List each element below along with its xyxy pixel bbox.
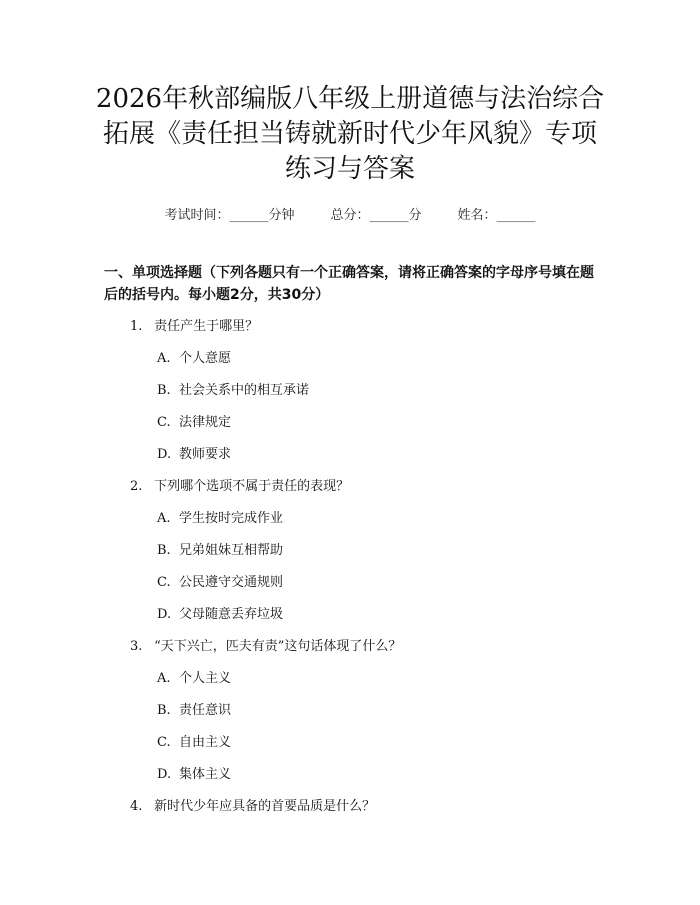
option-letter: D. <box>157 607 172 622</box>
option-text: 法律规定 <box>179 415 232 430</box>
option <box>157 702 231 720</box>
question-3 <box>130 638 401 656</box>
exam-score: 总分：______分 <box>330 208 422 223</box>
option-text: 教师要求 <box>179 447 232 462</box>
option-letter: D. <box>157 447 172 462</box>
option-text: 父母随意丢弃垃圾 <box>179 607 284 622</box>
option <box>157 766 231 784</box>
option-letter: C. <box>157 735 171 750</box>
option-letter: B. <box>157 543 171 558</box>
title-line-3: 练习与答案 <box>284 154 415 184</box>
question-number: 2. <box>130 479 143 494</box>
question-number: 4. <box>130 799 143 814</box>
option <box>157 670 231 688</box>
question-2 <box>130 478 349 496</box>
option-letter: D. <box>157 767 172 782</box>
option-letter: A. <box>157 671 171 686</box>
question-text: 新时代少年应具备的首要品质是什么？ <box>154 799 376 814</box>
option <box>157 510 283 528</box>
option-text: 公民遵守交通规则 <box>179 575 284 590</box>
option-text: 兄弟姐妹互相帮助 <box>179 543 284 558</box>
option <box>157 734 231 752</box>
question-number: 1. <box>130 319 143 334</box>
question-text: 责任产生于哪里？ <box>154 319 259 334</box>
option-letter: C. <box>157 575 171 590</box>
section-heading: 一、单项选择题（下列各题只有一个正确答案，请将正确答案的字母序号填在题后的括号内。每小题2分，共30分） <box>104 265 594 303</box>
question-4 <box>130 798 375 816</box>
option-text: 学生按时完成作业 <box>179 511 284 526</box>
option <box>157 606 283 624</box>
title-line-1: 2026年秋部编版八年级上册道德与法治综合 <box>95 84 605 114</box>
question-text: 下列哪个选项不属于责任的表现？ <box>154 479 350 494</box>
option-text: 社会关系中的相互承诺 <box>179 383 310 398</box>
option <box>157 542 283 560</box>
option-text: 责任意识 <box>179 703 232 718</box>
question-1 <box>130 318 258 336</box>
option-text: 集体主义 <box>179 767 232 782</box>
option-text: 个人主义 <box>179 671 232 686</box>
document-title <box>60 82 640 187</box>
option-letter: A. <box>157 511 171 526</box>
exam-name: 姓名：______ <box>457 208 536 223</box>
option-letter: A. <box>157 351 171 366</box>
option <box>157 414 231 432</box>
option <box>157 574 283 592</box>
option-text: 自由主义 <box>179 735 232 750</box>
option-letter: B. <box>157 383 171 398</box>
option-letter: B. <box>157 703 171 718</box>
option <box>157 446 231 464</box>
option-text: 个人意愿 <box>179 351 232 366</box>
option-letter: C. <box>157 415 171 430</box>
exam-time: 考试时间：______分钟 <box>164 208 295 223</box>
question-number: 3. <box>130 639 143 654</box>
option <box>157 350 231 368</box>
option <box>157 382 309 400</box>
exam-meta <box>0 204 700 223</box>
question-text: “天下兴亡，匹夫有责”这句话体现了什么？ <box>154 639 402 654</box>
title-line-2: 拓展《责任担当铸就新时代少年风貌》专项 <box>102 119 597 149</box>
